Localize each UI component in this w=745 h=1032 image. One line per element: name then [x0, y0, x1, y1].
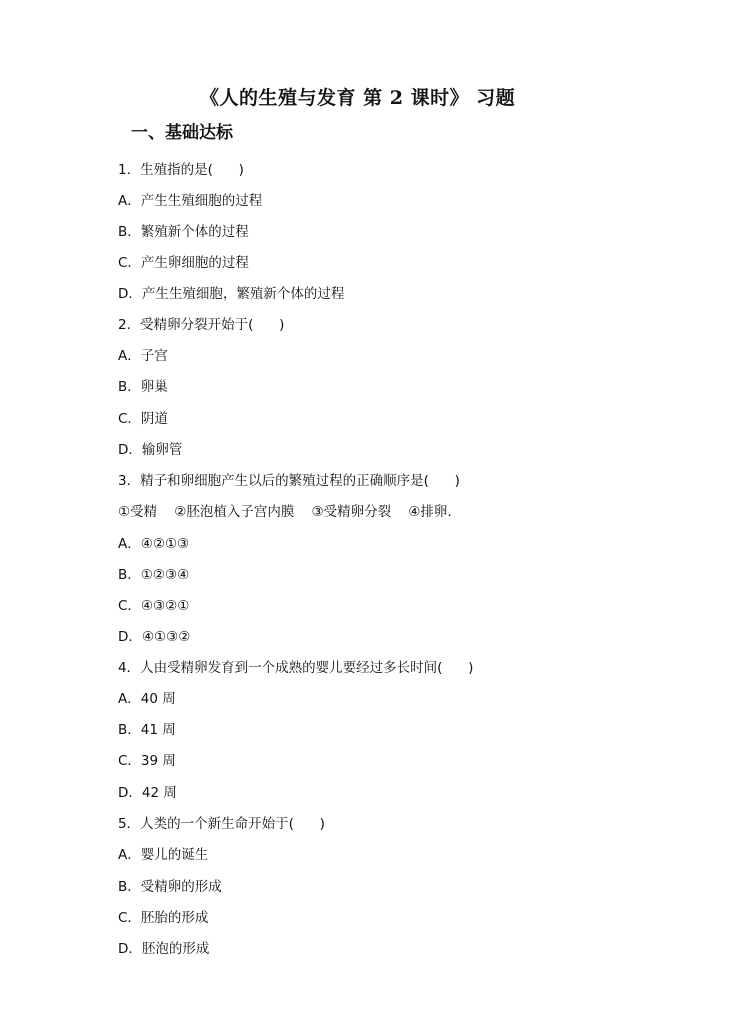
- question-3-option-b: B．①②③④: [118, 567, 190, 583]
- question-2-option-a: A．子宫: [118, 348, 168, 364]
- section-heading: 一、基础达标: [131, 123, 233, 143]
- question-4-option-a: A．40 周: [118, 691, 176, 707]
- question-1-option-a: A．产生生殖细胞的过程: [118, 193, 263, 209]
- question-2-option-d: D．输卵管: [118, 442, 183, 458]
- question-5-stem: 5．人类的一个新生命开始于( ): [118, 816, 325, 832]
- question-5-option-a: A．婴儿的诞生: [118, 847, 209, 863]
- question-3-steps: ①受精 ②胚泡植入子宫内膜 ③受精卵分裂 ④排卵.: [118, 504, 452, 520]
- question-3-option-c: C．④③②①: [118, 598, 190, 614]
- question-2-option-b: B．卵巢: [118, 379, 168, 395]
- question-3-option-d: D．④①③②: [118, 629, 191, 645]
- question-5-option-d: D．胚泡的形成: [118, 941, 210, 957]
- question-3-stem: 3．精子和卵细胞产生以后的繁殖过程的正确顺序是( ): [118, 473, 460, 489]
- page-title: 《人的生殖与发育 第 2 课时》 习题: [200, 87, 516, 109]
- question-5-option-c: C．胚胎的形成: [118, 910, 209, 926]
- question-4-option-b: B．41 周: [118, 722, 176, 738]
- question-4-option-d: D．42 周: [118, 785, 177, 801]
- question-3-option-a: A．④②①③: [118, 536, 190, 552]
- question-1-option-d: D．产生生殖细胞，繁殖新个体的过程: [118, 286, 345, 302]
- question-5-option-b: B．受精卵的形成: [118, 879, 222, 895]
- question-1-option-b: B．繁殖新个体的过程: [118, 224, 249, 240]
- question-4-stem: 4．人由受精卵发育到一个成熟的婴儿要经过多长时间( ): [118, 660, 474, 676]
- question-1-stem: 1．生殖指的是( ): [118, 162, 244, 178]
- question-4-option-c: C．39 周: [118, 753, 176, 769]
- question-2-option-c: C．阴道: [118, 411, 168, 427]
- question-1-option-c: C．产生卵细胞的过程: [118, 255, 249, 271]
- question-2-stem: 2．受精卵分裂开始于( ): [118, 317, 285, 333]
